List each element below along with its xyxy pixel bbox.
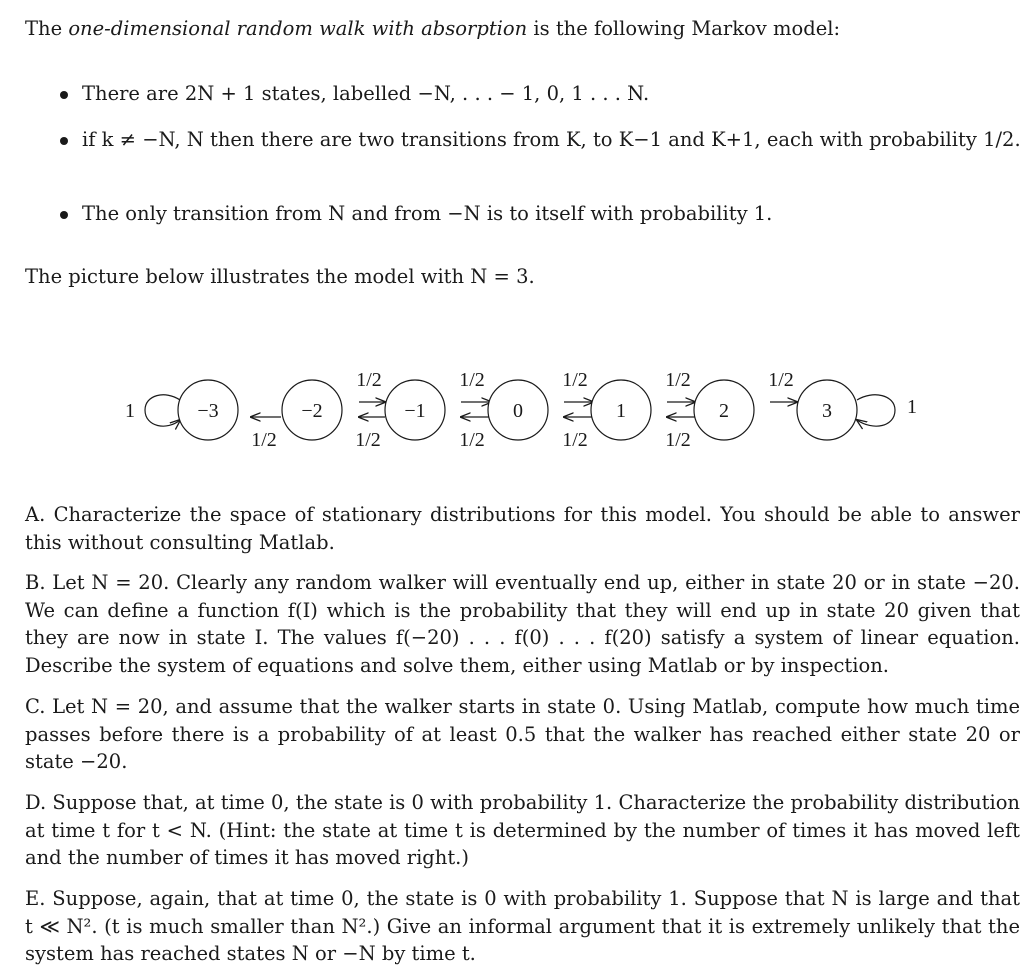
question-e: E. Suppose, again, that at time 0, the state is 0 with probability 1. Suppose that N is large and that t ≪ N². (t is much smaller than N².) Give an informal argument that it is extremely unlikely that the system has reached states N or −N by time t. — [25, 887, 1020, 965]
bullet-absorbing — [82, 200, 1022, 228]
prob-label-left: 1/2 — [251, 429, 277, 451]
question-d: D. Suppose that, at time 0, the state is 0 with probability 1. Characterize the probability distribution at time t for t < N. (Hint: the state at time t is determined by the number of times it has moved left and the number of times it has moved right.) — [25, 791, 1020, 869]
self-loop-right-arrow — [857, 395, 895, 426]
state-label: 0 — [513, 400, 523, 422]
self-loop-right-label: 1 — [907, 396, 917, 418]
question-c: C. Let N = 20, and assume that the walker starts in state 0. Using Matlab, compute how much time passes before there is a probability of at least 0.5 that the walker has reached either state 20 or state −20. — [25, 695, 1020, 773]
prob-label-left: 1/2 — [562, 429, 588, 451]
prob-label-right: 1/2 — [665, 369, 691, 391]
state-label: 2 — [719, 400, 729, 422]
prob-label-right: 1/2 — [356, 369, 382, 391]
intro-suffix: is the following Markov model: — [527, 17, 841, 40]
prob-label-right: 1/2 — [768, 369, 794, 391]
picture-caption: The picture below illustrates the model with N = 3. — [25, 265, 535, 288]
question-b: B. Let N = 20. Clearly any random walker will eventually end up, either in state 20 or in state −20. We can define a function f(I) which is the probability that they will end up in state 20 given that they are now in state I. The values f(−20) . . . f(0) . . . f(20) satisfy a system of linear equation. Describe the system of equations and solve them, either using Matlab or by inspection. — [25, 571, 1020, 677]
bullet-dot — [60, 91, 68, 99]
bullet-text: The only transition from N and from −N is to itself with probability 1. — [82, 202, 773, 225]
state-label: −3 — [197, 400, 219, 422]
prob-label-right: 1/2 — [562, 369, 588, 391]
state-label: 1 — [616, 400, 626, 422]
bullet-states — [82, 80, 1022, 108]
bullet-transitions — [82, 126, 1022, 154]
self-loop-left-label: 1 — [125, 400, 135, 422]
bullet-text: There are 2N + 1 states, labelled −N, . . . − 1, 0, 1 . . . N. — [82, 82, 650, 105]
prob-label-right: 1/2 — [459, 369, 485, 391]
intro-paragraph — [25, 15, 840, 43]
intro-prefix: The — [25, 17, 69, 40]
bullet-dot — [60, 137, 68, 145]
bullet-text: if k ≠ −N, N then there are two transitions from K, to K−1 and K+1, each with probability 1/2. — [82, 128, 1021, 151]
self-loop-left-arrow — [145, 395, 180, 426]
bullet-dot — [60, 211, 68, 219]
state-label: 3 — [822, 400, 832, 422]
random-walk-diagram — [25, 355, 945, 455]
prob-label-left: 1/2 — [665, 429, 691, 451]
state-label: −2 — [301, 400, 323, 422]
prob-label-left: 1/2 — [355, 429, 381, 451]
prob-label-left: 1/2 — [459, 429, 485, 451]
state-label: −1 — [404, 400, 426, 422]
question-a: A. Characterize the space of stationary distributions for this model. You should be able to answer this without consulting Matlab. — [25, 503, 1020, 554]
intro-term: one-dimensional random walk with absorption — [68, 17, 528, 40]
